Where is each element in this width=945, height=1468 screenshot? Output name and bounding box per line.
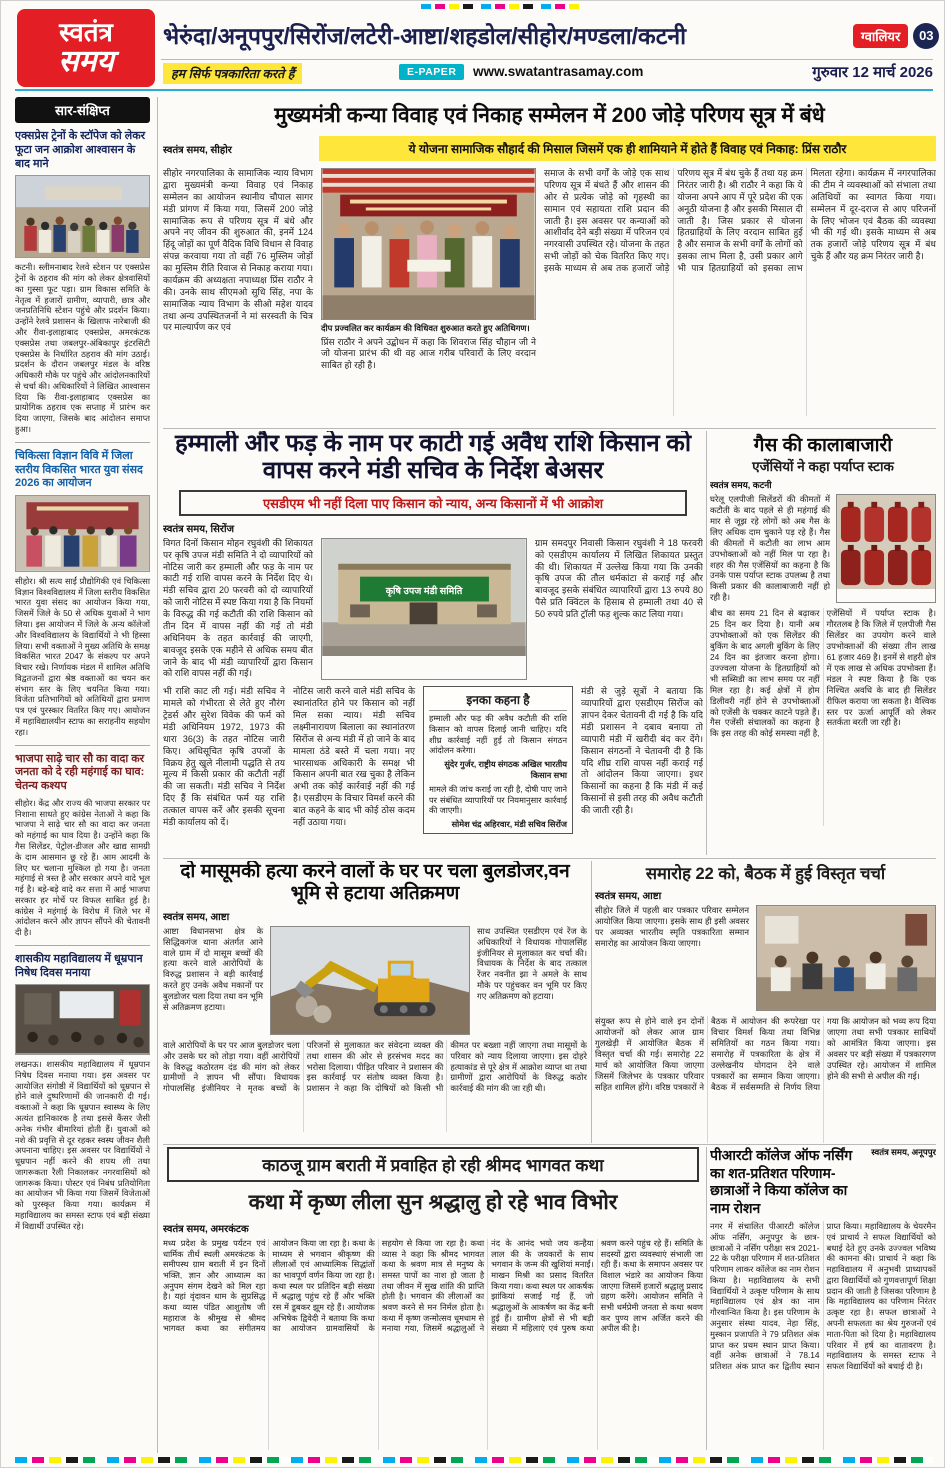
kicker-highlight: ये योजना सामाजिक सौहार्द की मिसाल जिसमें एक ही शामियाने में होते हैं विवाह एवं निकाह: प्रिंस राठौर (319, 136, 936, 161)
story-headline: हम्माली और फड़ के नाम पर काटी गई अवैध राशि किसान को वापस करने मंडी सचिव के निर्देश बेअसर (174, 431, 692, 484)
story-body: आष्टा विधानसभा क्षेत्र के सिद्धिकगंज थाना अंतर्गत आने वाले ग्राम में दो मासूम बच्चों की हत्या करने वाले आरोपियों के विरुद्ध प्रशासन ने बड़ी कार्रवाई करते हुए उनके अवैध मकानों पर बुलडोजर चला दिया तथा वन भूमि से अतिक्रमण हटाया। (163, 925, 263, 1013)
story-cm-kanya-vivah (163, 97, 936, 426)
story-headline: कथा में कृष्ण लीला सुन श्रद्धालु हो रहे भाव विभोर (248, 1191, 618, 1214)
masthead-rule (15, 89, 933, 91)
brief-headline: शासकीय महाविद्यालय में धूम्रपान निषेध दिवस मनाया (15, 952, 143, 979)
story-body: प्रिंस राठौर ने अपने उद्बोधन में कहा कि शिवराज सिंह चौहान जी ने जो योजना प्रारंभ की थी वह आज गरीब परिवारों के लिए वरदान साबित हो रही है। (321, 336, 536, 371)
sidebar-brief-yuva-sansad (15, 450, 150, 746)
edition-name: ग्वालियर (853, 24, 908, 48)
seminar-room-photo (15, 984, 150, 1055)
sidebar-briefs-column (15, 97, 158, 1453)
story-body: संयुक्त रूप से होने वाले इन दोनों आयोजनों को लेकर आज ग्राम गुलखेड़ी में आयोजित बैठक में विस्तृत चर्चा की गई। समारोह 22 मार्च को आयोजित किया जाएगा जिसमें जिलेभर के पत्रकार परिवार सहित शामिल होंगे। वरिष्ठ पत्रकारों ने बैठक में आयोजन की रूपरेखा पर विचार विमर्श किया तथा विभिन्न समितियों का गठन किया गया। समारोह में पत्रकारिता के क्षेत्र में उल्लेखनीय योगदान देने वाले पत्रकारों का सम्मान किया जाएगा। बैठक में सर्वसम्मति से निर्णय लिया गया कि आयोजन को भव्य रूप दिया जाएगा तथा सभी पत्रकार साथियों को आमंत्रित किया जाएगा। इस अवसर पर बड़ी संख्या में पत्रकारगण उपस्थित रहे। आयोजन में शामिल होने की सभी से अपील की गई। (595, 1016, 936, 1092)
byline: स्वतंत्र समय, सिरोंज (163, 523, 234, 535)
cities-list: भेरुंदा/अनूपपुर/सिरोंज/लटेरी-आष्टा/शहडोल/सीहोर/मण्डला/कटनी (163, 23, 687, 49)
story-subhead: एसडीएम भी नहीं दिला पाए किसान को न्याय, अन्य किसानों में भी आक्रोश (179, 490, 687, 516)
quote-box-title: इनका कहना है (429, 691, 567, 711)
story-body: विगत दिनों किसान मोहन रघुवंशी की शिकायत पर कृषि उपज मंडी समिति ने दो व्यापारियों को नोटिस जारी कर हम्माली और फड़ के नाम पर काटी गई राशि वापस करने के निर्देश दिए थे। मंडी सचिव द्वारा 20 फरवरी को दो व्यापारियों को जारी नोटिस में स्पष्ट किया गया है कि नियमों के विरुद्ध की गई कटौती की राशि किसान को तीन दिन में वापस नहीं की गई तो मंडी अधिनियम के तहत कार्रवाई की जाएगी, बावजूद इसके एक महीने से अधिक समय बीत जाने के बाद भी मंडी व्यापारियों द्वारा किसान को राशि वापस नहीं की गई। (163, 537, 313, 679)
story-body: वाले आरोपियों के घर पर आज बुलडोजर चला और उसके घर को तोड़ा गया। वहीं आरोपियों के विरुद्ध कठोरतम दंड की मांग को लेकर ग्रामीणों ने ज्ञापन भी सौंपा। विधायक गोपालसिंह इंजीनियर ने मृतक बच्चों के परिजनों से मुलाकात कर संवेदना व्यक्त की तथा शासन की ओर से हरसंभव मदद का भरोसा दिलाया। पीड़ित परिवार ने प्रशासन की इस कार्रवाई पर संतोष व्यक्त किया है। प्रशासन ने कहा कि दोषियों को किसी भी कीमत पर बख्शा नहीं जाएगा तथा मासूमों के परिवार को न्याय दिलाया जाएगा। इस दोहरे हत्याकांड से पूरे क्षेत्र में आक्रोश व्याप्त था तथा ग्रामीणों द्वारा आरोपियों के विरुद्ध कठोर कार्रवाई की मांग की जा रही थी। (163, 1039, 587, 1094)
story-gas-kalabazari (710, 431, 936, 855)
sidebar-brief-mehangai (15, 753, 150, 946)
story-body: घरेलू एलपीजी सिलेंडरों की कीमतों में कटौती के बाद पहले से ही महंगाई की मार से जूझ रहे लोगों को अब गैस के लिए अधिक दाम चुकाने पड़ रहे हैं। गैस की कीमतों में कटौती का लाभ आम उपभोक्ताओं को नहीं मिल पा रहा है। शहर की गैस एजेंसियों का कहना है कि उनके पास पर्याप्त स्टाक उपलब्ध है तथा किसी प्रकार की कालाबाजारी नहीं हो रही है। (710, 494, 830, 603)
brief-headline: एक्सप्रेस ट्रेनों के स्टॉपेज को लेकर फूटा जन आक्रोश आश्वासन के बाद माने (15, 130, 146, 170)
section-divider (163, 428, 936, 429)
story-body: सीहोर जिले में पहली बार पत्रकार परिवार सम्मेलन आयोजित किया जाएगा। इसके साथ ही इसी अवसर पर अव्यक्त भारतीय स्मृति पत्रकारिता सम्मान समारोह का आयोजन किया जाएगा। (595, 905, 749, 948)
story-body: साथ उपस्थित एसडीएम एवं रेंज के अधिकारियों ने विधायक गोपालसिंह इंजीनियर से मुलाकात कर चर्चा की। विधायक के निर्देश के बाद तत्काल रेंजर नवनीत झा ने अमले के साथ मौके पर पहुंचकर वन भूमि पर किए गए अतिक्रमण को हटाया। (477, 925, 587, 1002)
story-nursing-college-result (710, 1147, 936, 1450)
story-headline: दो मासूमकी हत्या करने वालों के घर पर चला बुलडोजर,वन भूमि से हटाया अतिक्रमण (180, 861, 570, 904)
story-subheadline: एजेंसियों ने कहा पर्याप्त स्टाक (752, 459, 894, 474)
masthead-divider (161, 59, 933, 60)
logo-text-bottom: समय (58, 44, 114, 78)
gas-cylinders-photo (836, 494, 936, 603)
mandi-building-photo (321, 538, 527, 681)
brief-headline: चिकित्सा विज्ञान विवि में जिला स्तरीय विकसित भारत युवा संसद 2026 का आयोजन (15, 449, 143, 490)
bulldozer-photo (270, 926, 470, 1035)
story-body: सीहोर नगरपालिका के सामाजिक न्याय विभाग द्वारा मुख्यमंत्री कन्या विवाह एवं निकाह सम्मेलन का आयोजन स्थानीय चौपाल सागर मंडी प्रांगण में किया गया, जिसमें 200 जोड़े सामाजिक रूप से परिणय सूत्र में बंधे और अपने नए जीवन की शुरुआत की, इनमें 124 हिंदू जोड़ों का पूर्ण वैदिक विधि विधान से विवाह संपन्न करवाया गया तो वहीं 76 मुस्लिम जोड़ों का मुस्लिम रीति रिवाज से निकाह कराया गया। कार्यक्रम की अध्यक्षता नपाध्यक्ष प्रिंस राठौर ने की। उनके साथ सीएमओ सुधि सिंह, नपा के सामाजिक न्याय विभाग के सीओ महेश यादव तथा अन्य उपस्थितजनों ने मां सरस्वती के चित्र पर माल्यार्पण कर एवं (163, 168, 313, 333)
story-bulldozer-action (163, 861, 587, 1143)
ceremony-photo (321, 168, 536, 320)
story-body: नोटिस जारी करने वाले मंडी सचिव के स्थानांतरित होने पर किसान को नहीं मिल सका न्याय। मंडी सचिव लक्ष्मीनारायण बिलाला का स्थानांतरण सिरोंज से अन्य मंडी में हो जाने के बाद मामला ठंडे बस्ते में चला गया। नए भारसाधक अधिकारी के समक्ष भी किसान अपनी बात रख चुका है लेकिन अभी तक कोई कार्रवाई नहीं की गई है। एसडीएम के विचार विमर्श करने की बात कहने के बाद भी कोई ठोस कदम नहीं उठाया गया। (293, 686, 415, 827)
quote-box (423, 686, 573, 834)
meeting-photo (756, 905, 936, 1011)
mandi-sign-text: कृषि उपज मंडी समिति (385, 585, 463, 597)
registration-marks-top (421, 4, 581, 9)
story-headline: गैस की कालाबाजारी (753, 435, 893, 456)
newspaper-logo (17, 9, 155, 87)
quote-attribution: सुंदेर गुर्जर, राष्ट्रीय संगठक अखिल भारतीय किसान सभा (444, 759, 567, 780)
story-mandi-avaidh-rashi (163, 431, 703, 855)
brief-headline: भाजपा साढ़े चार सौ का वादा कर जनता को दे रही महंगाई का घाव: चेतन्य कश्यप (15, 752, 145, 793)
story-body: नगर में संचालित पीआरटी कॉलेज ऑफ नर्सिंग, अनूपपुर के छात्र-छात्राओं ने नर्सिंग परीक्षा सत्र 2021-22 के परीक्षा परिणाम में शत-प्रतिशत परिणाम लाकर कॉलेज का नाम रोशन किया है। महाविद्यालय के सभी विद्यार्थियों ने उत्कृष्ट परिणाम के साथ महाविद्यालय एवं क्षेत्र का नाम गौरवान्वित किया है। इस परिणाम के अनुसार संस्था यादव, नेहा सिंह, मुस्कान प्रजापति ने 79 प्रतिशत अंक प्राप्त कर प्रथम स्थान प्राप्त किया। वहीं अनेक छात्राओं ने 78.14 प्रतिशत अंक प्राप्त कर द्वितीय स्थान प्राप्त किया। महाविद्यालय के चेयरमैन एवं प्राचार्य ने सफल विद्यार्थियों को बधाई देते हुए उनके उज्ज्वल भविष्य की कामना की। प्राचार्य ने कहा कि महाविद्यालय में अनुभवी प्राध्यापकों द्वारा विद्यार्थियों को गुणवत्तापूर्ण शिक्षा प्रदान की जाती है जिसका परिणाम है कि महाविद्यालय का परिणाम निरंतर उत्कृष्ट रहा है। सफल छात्राओं ने अपनी सफलता का श्रेय गुरुजनों एवं माता-पिता को दिया है। महाविद्यालय परिवार में हर्ष का वातावरण है। महाविद्यालय के समस्त स्टाफ ने सफल विद्यार्थियों को बधाई दी है। (710, 1221, 936, 1372)
story-headline: पीआरटी कॉलेज ऑफ नर्सिंग का शत-प्रतिशत परिणाम-छात्राओं ने किया कॉलेज का नाम रोशन (710, 1147, 853, 1216)
protest-crowd-photo (15, 175, 150, 258)
story-body: बीच का समय 21 दिन से बढ़ाकर 25 दिन कर दिया है। यानी अब उपभोक्ताओं को एक सिलेंडर की बुकिंग के बाद अगली बुकिंग के लिए 24 दिन का इंतजार करना होगा। उज्ज्वला योजना के हितग्राहियों को भी सब्सिडी का लाभ समय पर नहीं मिल रहा है। कई क्षेत्रों में होम डिलीवरी नहीं होने से उपभोक्ताओं को एजेंसी के चक्कर काटने पड़ते हैं। गैस एजेंसी संचालकों का कहना है कि इस तरह की कोई समस्या नहीं है, एजेंसियों में पर्याप्त स्टाक है। गौरतलब है कि जिले में एलपीजी गैस सिलेंडर का उपयोग करने वाले उपभोक्ताओं की संख्या तीन लाख 61 हजार 469 है। इनमें से शहरी क्षेत्र में एक लाख से अधिक उपभोक्ता हैं। मंडल ने स्पष्ट किया है कि एक निश्चित अवधि के बाद ही सिलेंडर रीफिल कराया जा सकता है। वैश्विक स्तर पर ऊर्जा आपूर्ति को लेकर सतर्कता बरती जा रही है। (710, 608, 936, 739)
quote-text: हम्माली और फड़ की अवैध कटौती की राशि किसान को वापस दिलाई जानी चाहिए। यदि शीघ्र कार्रवाई नहीं हुई तो किसान संगठन आंदोलन करेगा। (429, 714, 567, 756)
issue-date: गुरुवार 12 मार्च 2026 (812, 64, 933, 81)
byline: स्वतंत्र समय, कटनी (710, 480, 772, 490)
registration-marks-bottom (15, 1457, 933, 1463)
story-headline: समारोह 22 को, बैठक में हुई विस्तृत चर्चा (645, 865, 886, 883)
section-divider (163, 1144, 936, 1145)
story-body: मंडी से जुड़े सूत्रों ने बताया कि व्यापारियों द्वारा एसडीएम सिरोंज को ज्ञापन देकर चेतावनी दी गई है कि यदि मंडी प्रशासन ने दबाव बनाया तो व्यापारी मंडी में खरीदी बंद कर देंगे। किसान संगठनों ने चेतावनी दी है कि यदि शीघ्र राशि वापस नहीं कराई गई तो आंदोलन किया जाएगा। इधर किसानों का कहना है कि मंडी में कई किसानों से इसी तरह की अवैध कटौती की जाती रही है। (581, 686, 703, 815)
tagline: हम सिर्फ पत्रकारिता करते हैं (163, 63, 302, 84)
sidebar-brief-train-protest (15, 130, 150, 443)
epaper-badge: E-PAPER (399, 64, 464, 80)
website-url: www.swatantrasamay.com (473, 64, 644, 79)
column-divider (591, 861, 592, 1143)
photo-caption: दीप प्रज्वलित कर कार्यक्रम की विधिवत शुरुआत करते हुए अतिथिगण। (321, 323, 530, 333)
group-photo (15, 495, 150, 572)
quote-text: मामले की जांच कराई जा रही है, दोषी पाए जाने पर संबंधित व्यापारियों पर नियमानुसार कार्रवाई की जाएगी। (429, 784, 567, 816)
quote-attribution: सोमेश चंद्र अहिरवार, मंडी सचिव सिरोंज (451, 819, 567, 829)
page-number-badge: 03 (913, 23, 939, 49)
story-patrakar-sammelan (595, 861, 936, 1143)
katha-banner-headline: काठजू ग्राम बराती में प्रवाहित हो रही श्रीमद भागवत कथा (167, 1147, 699, 1182)
byline: स्वतंत्र समय, अमरकंटक (163, 1224, 249, 1235)
byline: स्वतंत्र समय, सीहोर (163, 144, 232, 156)
brief-body: सीहोर। केंद्र और राज्य की भाजपा सरकार पर निशाना साधते हुए कांग्रेस नेताओं ने कहा कि भाजपा ने साढ़े चार सौ का वादा कर जनता को महंगाई का घाव दिया है। उन्होंने कहा कि गैस सिलेंडर, पेट्रोल-डीजल और खाद्य सामग्री के दाम आसमान छू रहे हैं। आम आदमी के लिए घर चलाना मुश्किल हो गया है। जनता महंगाई से त्रस्त है और सरकार अपने वादे भूल गई है। बड़े-बड़े वादे कर सत्ता में आई भाजपा सरकार हर मोर्चे पर विफल साबित हुई है। कांग्रेस ने महंगाई के विरोध में जिले भर में आंदोलन करने और ज्ञापन सौंपने की चेतावनी दी है। (15, 797, 150, 938)
story-body: मध्य प्रदेश के प्रमुख पर्यटन एवं धार्मिक तीर्थ स्थली अमरकंटक के समीपस्थ ग्राम बराती में इन दिनों भक्ति, ज्ञान और आध्यात्म का अनुपम संगम देखने को मिल रहा है। यहां वृंदावन धाम के सुप्रसिद्ध कथा व्यास पंडित आशुतोष जी महाराज के श्रीमुख से श्रीमद भागवत कथा का संगीतमय आयोजन किया जा रहा है। कथा के माध्यम से भगवान श्रीकृष्ण की लीलाओं एवं आध्यात्मिक सिद्धांतों का भावपूर्ण वर्णन किया जा रहा है। कथा स्थल पर प्रतिदिन बड़ी संख्या में श्रद्धालु पहुंच रहे हैं और भक्ति रस में डूबकर झूम रहे हैं। आयोजक अभिषेक द्विवेदी ने बताया कि कथा का आयोजन ग्रामवासियों के सहयोग से किया जा रहा है। कथा व्यास ने कहा कि श्रीमद भागवत कथा के श्रवण मात्र से मनुष्य के समस्त पापों का नाश हो जाता है तथा जीवन में सुख शांति की प्राप्ति होती है। भगवान की लीलाओं का श्रवण करने से मन निर्मल होता है। कथा में कृष्ण जन्मोत्सव धूमधाम से मनाया गया, जिसमें श्रद्धालुओं ने नंद के आनंद भयो जय कन्हैया लाल की के जयकारों के साथ भगवान के जन्म की खुशियां मनाईं। माखन मिश्री का प्रसाद वितरित किया गया। कथा स्थल पर आकर्षक झांकियां सजाई गई हैं, जो श्रद्धालुओं के आकर्षण का केंद्र बनी हुई हैं। ग्रामीण क्षेत्रों से भी बड़ी संख्या में महिलाएं एवं पुरुष कथा श्रवण करने पहुंच रहे हैं। समिति के सदस्यों द्वारा व्यवस्थाएं संभाली जा रही हैं। कथा के समापन अवसर पर विशाल भंडारे का आयोजन किया जाएगा जिसमें हजारों श्रद्धालु प्रसाद ग्रहण करेंगे। आयोजन समिति ने सभी धर्मप्रेमी जनता से कथा श्रवण कर पुण्य लाभ अर्जित करने की अपील की है। (163, 1239, 703, 1334)
sidebar-title: सार-संक्षिप्त (15, 97, 150, 123)
byline: स्वतंत्र समय, आष्टा (163, 911, 230, 923)
column-divider (706, 431, 707, 855)
column-divider (706, 1147, 707, 1450)
section-divider (163, 858, 936, 859)
sidebar-brief-no-smoking-day (15, 953, 150, 1239)
story-body: समाज के सभी वर्गों के जोड़े एक साथ परिणय सूत्र में बंधते हैं और शासन की ओर से प्रत्येक जोड़े को गृहस्थी का सामान एवं सहायता राशि प्रदान की जाती है। इस अवसर पर कन्याओं को आशीर्वाद देने बड़ी संख्या में परिजन एवं नगरवासी उपस्थित रहे। योजना के तहत सभी जोड़ों को चेक वितरित किए गए। इसके माध्यम से अब तक हजारों जोड़े परिणय सूत्र में बंध चुके हैं तथा यह क्रम निरंतर जारी है। श्री राठौर ने कहा कि ये योजना अपने आप में पूरे प्रदेश की एक अनूठी योजना है और इसकी मिसाल दी जाती है। जिस प्रकार से योजना हितग्राहियों के लिए वरदान साबित हुई है और समाज के सभी वर्गों के लोगों को इसका लाभ मिला है, उसी प्रकार आगे भी पात्र हितग्राहियों को इसका लाभ मिलता रहेगा। कार्यक्रम में नगरपालिका की टीम ने व्यवस्थाओं को संभाला तथा अतिथियों का स्वागत किया गया। सम्मेलन में दूर-दराज से आए परिजनों के लिए भोजन एवं बैठक की व्यवस्था भी की गई थी। इसके माध्यम से अब तक हजारों जोड़े परिणय सूत्र में बंध चुके हैं और यह क्रम निरंतर जारी है। (544, 168, 936, 273)
byline: स्वतंत्र समय, अनूपपुर (871, 1147, 936, 1157)
brief-body: कटनी। स्लीमनाबाद रेलवे स्टेशन पर एक्सप्रेस ट्रेनों के ठहराव की मांग को लेकर क्षेत्रवासियों का गुस्सा फूट पड़ा। ग्राम विकास समिति के नेतृत्व में हजारों ग्रामीण, व्यापारी, छात्र और जनप्रतिनिधि स्टेशन पहुंचे और प्रदर्शन किया। उन्होंने रेलवे प्रशासन के खिलाफ नारेबाजी की और रीवा-इलाहाबाद एक्सप्रेस, अमरकंटक एक्सप्रेस तथा जबलपुर-अंबिकापुर इंटरसिटी एक्सप्रेस के निर्धारित ठहराव की मांग उठाई। प्रदर्शन के दौरान जबलपुर मंडल के वरिष्ठ अधिकारी मौके पर पहुंचे और आंदोलनकारियों से चर्चा की। अधिकारियों ने लिखित आश्वासन दिया कि रीवा-इलाहाबाद एक्सप्रेस का प्रायोगिक ठहराव एक सप्ताह में प्रारंभ कर दिया जाएगा, जिसके बाद आंदोलन समाप्त हुआ। (15, 262, 150, 435)
brief-body: लखनऊ। शासकीय महाविद्यालय में धूम्रपान निषेध दिवस मनाया गया। इस अवसर पर आयोजित संगोष्ठी में विद्यार्थियों को धूम्रपान से होने वाले दुष्परिणामों की जानकारी दी गई। वक्ताओं ने कहा कि धूम्रपान स्वास्थ्य के लिए अत्यंत हानिकारक है तथा इससे कैंसर जैसी अनेक गंभीर बीमारियां होती हैं। युवाओं को नशे की प्रवृत्ति से दूर रहकर स्वस्थ जीवन शैली अपनाना चाहिए। इस अवसर पर विद्यार्थियों ने धूम्रपान नहीं करने की शपथ ली तथा जागरूकता रैली निकालकर नगरवासियों को जागरूक किया। पोस्टर एवं निबंध प्रतियोगिता का आयोजन भी किया गया जिसमें विजेताओं को पुरस्कृत किया गया। कार्यक्रम में महाविद्यालय का समस्त स्टाफ एवं बड़ी संख्या में विद्यार्थी उपस्थित रहे। (15, 1059, 150, 1231)
byline: स्वतंत्र समय, आष्टा (595, 891, 662, 902)
story-body: ग्राम समदपुर निवासी किसान रघुवंशी ने 18 फरवरी को एसडीएम कार्यालय में लिखित शिकायत प्रस्तुत की थी। शिकायत में उल्लेख किया गया कि उनकी कृषि उपज की तौल धर्मकांटा से कराई गई और बावजूद इसके संबंधित व्यापारियों द्वारा 13 रुपये 80 पैसे प्रति क्विंटल के हिसाब से हम्माली तथा 40 से 50 रुपये प्रति ट्रॉली फड़ शुल्क काट लिया गया। (535, 537, 703, 619)
brief-body: सीहोर। श्री सत्य साईं प्रौद्योगिकी एवं चिकित्सा विज्ञान विश्वविद्यालय में जिला स्तरीय विकसित भारत युवा संसद का आयोजन किया गया, जिसमें जिले के 50 से अधिक युवाओं ने भाग लिया। इस आयोजन में जिले के अन्य कॉलेजों और विश्वविद्यालय के विद्यार्थियों ने भी हिस्सा लिया। सभी वक्ताओं ने मुख्य अतिथि के समक्ष विकसित भारत 2047 के संकल्प पर अपने विचार रखे। निर्णायक मंडल में शामिल अतिथि विद्वतजनों द्वारा श्रेष्ठ वक्ताओं का चयन कर संभाग स्तर के लिए चयनित किया गया। विजेता प्रतिभागियों को अतिथियों द्वारा प्रमाण पत्र एवं पुरस्कार वितरित किए गए। आयोजन में महाविद्यालयीन स्टाफ का सराहनीय सहयोग रहा। (15, 575, 150, 737)
logo-text-top: स्वतंत्र (59, 16, 113, 47)
story-body: भी राशि काट ली गई। मंडी सचिव ने मामले को गंभीरता से लेते हुए नौरंग ट्रेडर्स और सुरेश विवेक की फर्म को मंडी अधिनियम 1972, 1973 की धारा 36(3) के तहत नोटिस जारी किए। अधिसूचित कृषि उपजों के विक्रय हेतु खुले नीलामी पद्धति से तय मूल्य में किसी प्रकार की कटौती नहीं की जा सकती। मंडी सचिव ने निर्देश दिए हैं कि संबंधित फर्म यह राशि तत्काल वापस करें और इसकी सूचना मंडी कार्यालय को दें। (163, 686, 285, 827)
edition-badge (853, 23, 939, 49)
story-bhagwat-katha (163, 1147, 703, 1450)
story-headline: मुख्यमंत्री कन्या विवाह एवं निकाह सम्मेलन में 200 जोड़े परिणय सूत्र में बंधे (274, 104, 825, 127)
